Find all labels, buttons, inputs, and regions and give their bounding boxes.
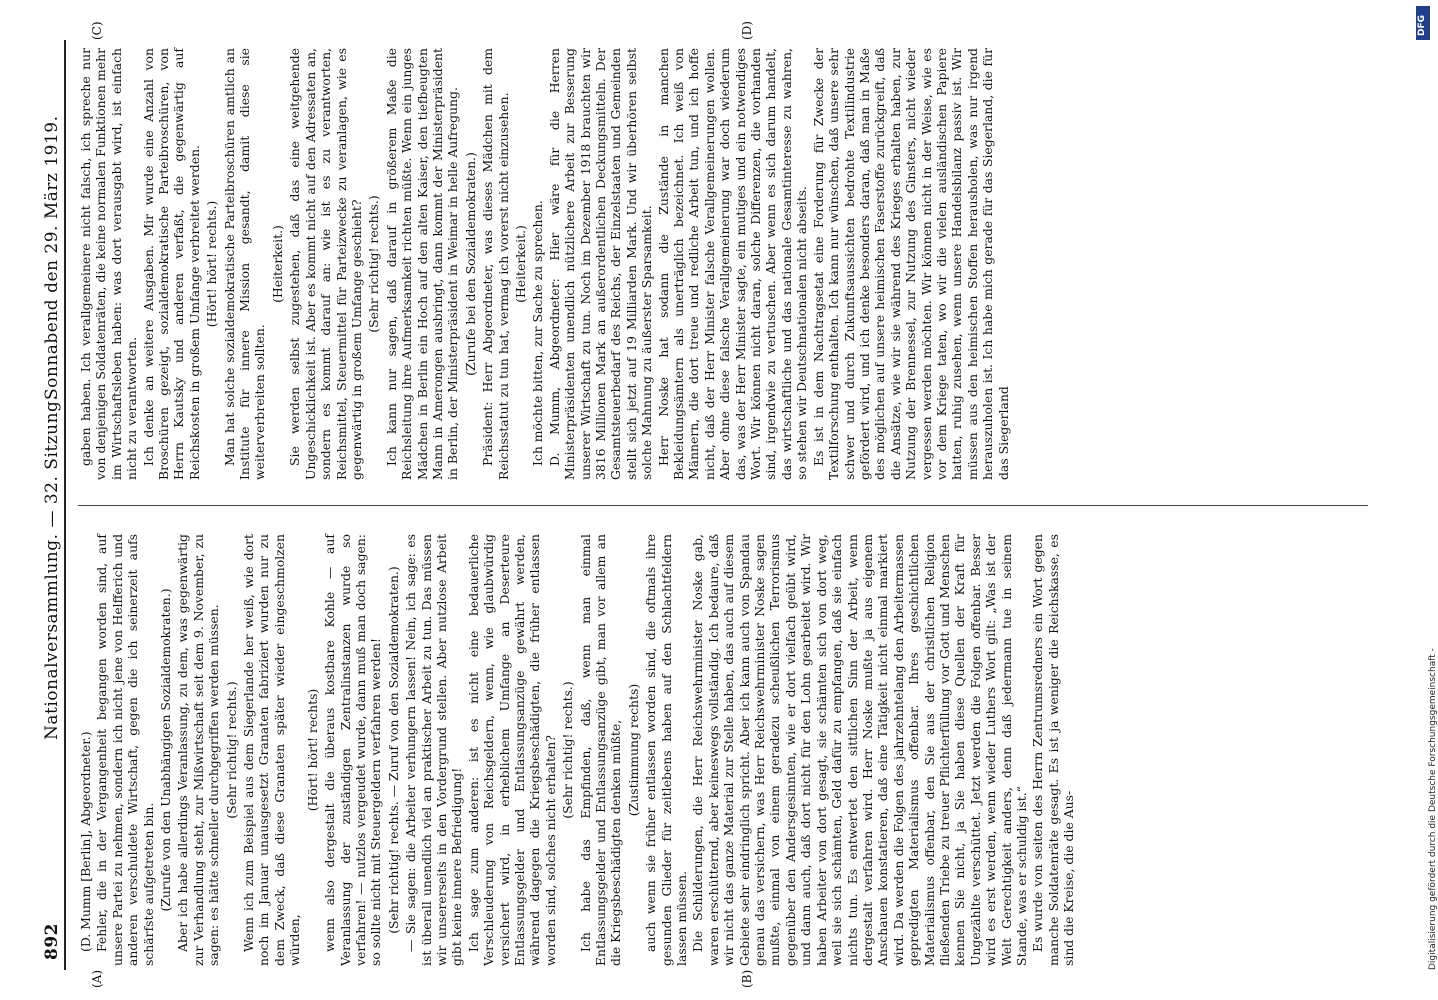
margin-mark-b: (B) — [740, 969, 754, 988]
paragraph: Es wurde von seiten des Herrn Zentrumsredners ein Wort gegen manche Soldatenräte gesagt. Es ist ja weniger die Reichskasse, es sind die Kreise, die die Aus- — [1030, 534, 1077, 966]
left-column — [78, 534, 1368, 966]
paragraph: wenn also dergestalt die überaus kostbare Kohle — auf Veranlassung der zuständigen Zentralinstanzen wurde so verfahren! — nutzlos vergeudet wurde, dann muß man doch sagen: so sollte nicht mit Steuergeldern verfahren werden! — [322, 534, 384, 966]
paragraph: gaben haben. Ich verallgemeinere nicht falsch, ich spreche nur von denjenigen Soldatenräten, die keine normalen Funktionen mehr im Wirtschaftsleben haben: was dort verausgabt wird, ist einfach nicht zu verantworten. — [78, 48, 140, 480]
header-session: Nationalversammlung. — 32. Sitzung. — [42, 394, 62, 740]
paragraph: Aber ich habe allerdings Veranlassung, zu dem, was gegenwärtig zur Verhandlung steht, zur Mißwirtschaft seit dem 9. November, zu sagen: es hätte schneller durchgegriffen werden müssen. — [175, 534, 222, 966]
paragraph: Ich möchte bitten, zur Sache zu sprechen. — [530, 200, 546, 466]
interjection: (Heiterkeit.) — [269, 225, 285, 303]
margin-mark-a: (A) — [90, 969, 104, 988]
paragraph: Sie werden selbst zugestehen, daß das eine weitgehende Ungeschicklichkeit ist. Aber es kommt nicht auf den Adressaten an, sondern es kommt darauf an: wie ist es zu verantworten, Reichsmittel, Steuermittel für Parteizwecke zu veranlagen, wie es gegenwärtig in großem Umfange geschieht? — [287, 48, 364, 480]
interjection: (Sehr richtig! rechts.) — [223, 681, 239, 819]
margin-mark-c: (C) — [90, 21, 104, 40]
interjection: (Hört! hört! rechts) — [304, 688, 320, 812]
paragraph: auch wenn sie früher entlassen worden sind, die oftmals ihre gesunden Glieder für zeitlebens haben auf den Schlachtfeldern lassen müssen. — [643, 534, 690, 966]
digitization-credit — [1418, 10, 1438, 970]
dfg-logo-text: DFG — [1417, 14, 1427, 36]
paragraph: Fehler, die in der Vergangenheit begangen worden sind, auf unsere Partei zu nehmen, sondern ich nicht jene von Helfferich und anderen verschuldete Wirtschaft, gegen die ich seinerzeit aufs schärfste aufgetreten bin. — [94, 534, 156, 966]
paragraph: Ich habe das Empfinden, daß, wenn man einmal Entlassungsgelder und Entlassungsanzüge gibt, man vor allem an die Kriegsbeschädigten denken müßte, — [577, 534, 624, 966]
paragraph: Ich denke an weitere Ausgaben. Mir wurde eine Anzahl von Broschüren gezeigt, sozialdemokratische Parteibroschüren, von Herrn Kautsky und anderen verfaßt, die gegenwärtig auf Reichskosten in großem Umfange verbreitet werden. — [140, 48, 202, 480]
paragraph: — Sie sagen: die Arbeiter verhungern lassen! Nein, ich sage: es ist überall unendlich viel an praktischer Arbeit zu tun. Das müssen wir unsererseits in den Vordergrund stellen. Aber nutzlose Arbeit gibt keine innere Befriedigung! — [403, 534, 465, 966]
paragraph: Ich kann nur sagen, daß darauf in größerem Maße die Reichsleitung ihre Aufmerksamkeit richten müßte. Wenn ein junges Mädchen in Berlin ein Hoch auf den alten Kaiser, den tiefbeugten Mann in Amerongen ausbringt, dann kommt der Ministerpräsident in Berlin, der Ministerpräsident in Weimar in helle Aufregung. — [383, 48, 461, 480]
dfg-logo — [1416, 6, 1430, 40]
paragraph: Herr Noske hat sodann die Zustände in manchen Bekleidungsämtern als unerträglich bezeichnet. Ich weiß von Männern, die dort treue und redliche Arbeit tun, und ich hoffe nicht, daß der Herr Minister falsche Verallgemeinerungen wollen. Aber ohne diese falsche Verallgemeinerung war doch wiederum das, was der Herr Minister sagte, ein mutiges und ein notwendiges Wort. Wir können nicht daran, solche Differenzen, die vorhanden sind, irgendwie zu vertuschen. Aber wenn es sich darum handelt, das wirtschaftliche und das nationale Gesamtinteresse zu wahren, so stehen wir Deutschnationalen nicht abseits. — [655, 48, 810, 480]
interjection: (Sehr richtig! rechts.) — [366, 195, 382, 333]
interjection: (Hört! hört! rechts.) — [204, 200, 220, 328]
interjection: (Zustimmung rechts) — [625, 683, 641, 817]
paragraph: (D. Mumm [Berlin], Abgeordneter.) — [78, 731, 93, 952]
credit-text: Digitalisierung gefördert durch die Deutsche Forschungsgemeinschaft - — [1428, 648, 1438, 970]
interjection: (Heiterkeit.) — [512, 225, 528, 303]
paragraph: Es ist in dem Nachtragsetat eine Forderung für Zwecke der Textilforschung enthalten. Ich kann nur wünschen, daß unsere sehr schwer und durch Zukunftsaussichten bedrohte Textilindustrie gefördert wird, und ich denke besonders daran, daß man in Maße des möglichen auf unsere heimischen Faserstoffe zurückgreift, daß die Ansätze, wie wir sie während des Krieges erhalten haben, zur Nutzung der Brennessel, zur Nutzung des Ginsters, nicht wieder vergessen werden möchten. Wir können nicht in der Weise, wie es vor dem Kriege taten, wo wir die vielen ausländischen Papiere hatten, ruhig zusehen, wenn unsere Handelsbilanz passiv ist. Wir müssen aus den heimischen Stoffen herausholen, was nur irgend herauszuholen ist. Ich habe mich gerade für das Siegerland, die für das Siegerland — [810, 48, 1011, 480]
page-header — [30, 40, 74, 960]
paragraph: D. Mumm, Abgeordneter: Hier wäre für die Herren Ministerpräsidenten unendlich nützlichere Arbeit zur Besserung unserer Wirtschaft zu tun. Noch im Dezember 1918 brauchten wir 3816 Millionen Mark an außerordentlichen Deckungsmitteln. Der Gesamtsteuerbedarf des Reichs, der Einzelstaaten und Gemeinden stellt sich jetzt auf 19 Milliarden Mark. Und wir überhören selbst solche Mahnung zu äußerster Sparsamkeit. — [546, 48, 655, 480]
paragraph: Präsident: Herr Abgeordneter, was dieses Mädchen mit dem Reichsstatut zu tun hat, vermag ich vorerst nicht einzusehen. — [480, 48, 511, 480]
interjection: (Sehr richtig! rechts. — Zuruf von den Sozialdemokraten.) — [385, 566, 401, 934]
header-rule — [64, 40, 66, 970]
paragraph: Wenn ich zum Beispiel aus dem Siegerlande her weiß, wie dort noch im Januar unausgesetzt Granaten fabriziert wurden nur zu dem Zweck, daß diese Granaten später wieder eingeschmolzen würden, — [241, 534, 303, 966]
paragraph: Ich sage zum anderen: ist es nicht eine bedauerliche Verschleuderung von Reichsgeldern, wenn, wie glaubwürdig versichert wird, in erheblichem Umfange an Deserteure Entlassungsgelder und Entlassungsanzüge gewährt werden, während dagegen die Kriegsbeschädigten, die früher entlassen worden sind, solches nicht erhalten? — [465, 534, 558, 966]
interjection: (Zurufe bei den Sozialdemokraten.) — [462, 152, 478, 376]
margin-mark-d: (D) — [740, 21, 754, 40]
right-column — [78, 48, 1368, 480]
paragraph: Man hat solche sozialdemokratische Parteibroschüren amtlich an Institute für innere Mission gesandt, damit diese sie weiterverbreiten sollten. — [221, 48, 268, 480]
page-number: 892 — [42, 923, 62, 960]
interjection: (Sehr richtig! rechts.) — [560, 681, 576, 819]
paragraph: Die Schilderungen, die Herr Reichswehrminister Noske gab, waren erschütternd, aber keineswegs vollständig. Ich bedaure, daß wir nicht das ganze Material zur Stelle haben, das auch auf diesem Gebiete sehr eindringlich spricht. Aber ich kann auch von Spandau genau das versichern, was Herr Reichswehrminister Noske sagen mußte, einmal von einem geradezu scheußlichen Terrorismus gegenüber den Andersgesinnten, wie er dort vielfach geübt wird, und dann auch, daß dort nicht für den Lohn gearbeitet wird. Wir haben Arbeiter von dort gesagt, sie schämten sich von dort weg, weil sie sich schämten, Geld dafür zu empfangen, daß sie einfach nichts tun. Es entwertet den sittlichen Sinn der Arbeit, wenn dergestalt verfahren wird. Herr Noske mußte ja aus eigenem Anschauen konstatieren, daß eine Tätigkeit nicht einmal markiert wird. Da werden die Folgen des jahrzehntelang den Arbeitermassen gepredigten Materialismus offenbar. Ihres geschichtlichen Materialismus offenbar, den Sie aus der christlichen Religion fließenden Triebe zu treuer Pflichterfüllung vor Gott und Menschen kennen Sie nicht, ja Sie haben diese Quellen der Kraft für Ungezählte verschüttet. Jetzt werden die Folgen offenbar. Besser wird es erst werden, wenn wieder Luthers Wort gilt: „Was ist der Welt Gerechtigkeit anders, denn daß jedermann tue in seinem Stande, was er schuldig ist.“ — [690, 534, 1029, 966]
header-date: Sonnabend den 29. März 1919. — [42, 115, 62, 400]
interjection: (Zurufe von den Unabhängigen Sozialdemokraten.) — [158, 588, 174, 912]
column-rule — [78, 505, 1368, 506]
